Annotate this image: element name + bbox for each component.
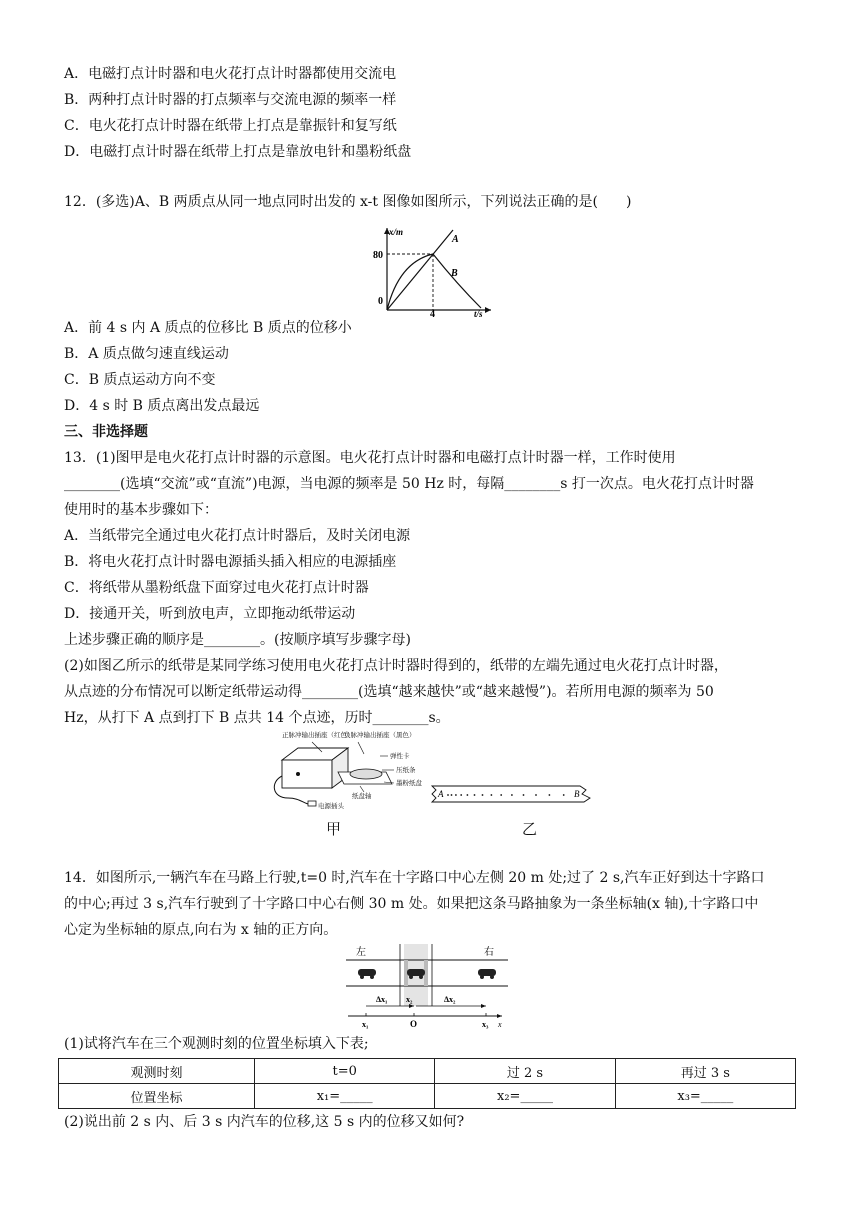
tape-dot	[447, 794, 449, 796]
label-x1: x₁	[362, 1020, 369, 1029]
q14-line2: 的中心;再过 3 s,汽车行驶到了十字路口中心右侧 30 m 处。如果把这条马路抽象为一条坐标轴(x 轴),十字路口中	[64, 896, 759, 912]
tape-dot	[474, 794, 476, 796]
q13-p2-line1: (2)如图乙所示的纸带是某同学练习使用电火花打点计时器时得到的，纸带的左端先通过电火花打点计时器，	[64, 658, 728, 674]
label-dx2: Δx₂	[444, 995, 456, 1004]
origin-label: 0	[378, 296, 383, 307]
label-x2: x₂	[406, 995, 413, 1004]
tape-dot	[535, 794, 537, 796]
q12-option-c: C．B 质点运动方向不变	[64, 372, 216, 388]
label-plug: 电源插头	[318, 802, 344, 810]
figure-caption-jia: 甲	[326, 820, 342, 838]
section-heading: 三、非选择题	[64, 424, 148, 440]
table-cell: 位置坐标	[59, 1084, 255, 1109]
label-right: 右	[484, 947, 494, 958]
tape-point-a: A	[438, 789, 444, 799]
table-row	[59, 1059, 796, 1084]
label-neg-socket: 负脉冲输出插座（黑色）	[344, 731, 416, 739]
q13-step-d: D．接通开关，听到放电声，立即拖动纸带运动	[64, 606, 356, 622]
table-cell: 过 2 s	[435, 1059, 615, 1084]
q14-part2: (2)说出前 2 s 内、后 3 s 内汽车的位移,这 5 s 内的位移又如何?	[64, 1114, 465, 1130]
table-cell: 观测时刻	[59, 1059, 255, 1084]
q11-option-c: C．电火花打点计时器在纸带上打点是靠振针和复写纸	[64, 118, 397, 134]
tape-dot	[511, 794, 513, 796]
tape-dot	[491, 794, 493, 796]
q11-option-b: B．两种打点计时器的打点频率与交流电源的频率一样	[64, 92, 397, 108]
label-axle: 纸盘轴	[352, 792, 372, 800]
line-a	[387, 230, 453, 310]
q13-p1-line3: 使用时的基本步骤如下：	[64, 502, 218, 518]
label-dx1: Δx₁	[376, 995, 388, 1004]
label-origin: O	[410, 1019, 418, 1029]
q11-option-a: A．电磁打点计时器和电火花打点计时器都使用交流电	[64, 66, 397, 82]
q12-xt-graph	[365, 224, 495, 318]
q14-part1: (1)试将汽车在三个观测时刻的位置坐标填入下表;	[64, 1036, 369, 1052]
q13-p2-line3: Hz，从打下 A 点到打下 B 点共 14 个点迹，历时________s。	[64, 710, 450, 726]
car-at-x1	[358, 969, 376, 979]
observation-table	[58, 1058, 796, 1109]
q13-step-b: B．将电火花打点计时器电源插头插入相应的电源插座	[64, 554, 397, 570]
tape-point-b: B	[574, 789, 580, 799]
tape-dot	[467, 794, 469, 796]
label-a: A	[452, 234, 459, 245]
table-cell: x₃=_____	[615, 1084, 795, 1109]
y-tick-80: 80	[373, 250, 383, 261]
tape-dot	[460, 794, 462, 796]
spark-timer-figure	[268, 728, 428, 818]
intersection-diagram	[340, 940, 514, 1032]
tape-dot	[482, 794, 484, 796]
label-left: 左	[356, 947, 366, 958]
label-disk: 墨粉纸盘	[396, 779, 422, 787]
tape-dot	[523, 794, 525, 796]
tape-dot	[455, 794, 457, 796]
q13-p1-line1: 13．(1)图甲是电火花打点计时器的示意图。电火花打点计时器和电磁打点计时器一样，工作时使用	[64, 450, 676, 466]
car-at-x3	[478, 969, 496, 979]
tape-dot	[549, 794, 551, 796]
table-cell: t=0	[255, 1059, 435, 1084]
q12-option-d: D．4 s 时 B 质点离出发点最远	[64, 398, 260, 414]
tape-dot	[500, 794, 502, 796]
tape-dot	[451, 794, 453, 796]
tape-dot	[563, 794, 565, 796]
q14-line3: 心定为坐标轴的原点,向右为 x 轴的正方向。	[64, 922, 338, 938]
label-x-axis: x	[498, 1020, 502, 1029]
table-row	[59, 1084, 796, 1109]
q13-order: 上述步骤正确的顺序是________。(按顺序填写步骤字母)	[64, 632, 411, 648]
paper-tape-figure	[430, 782, 596, 806]
tape-outline	[432, 786, 590, 802]
label-press: 压纸条	[396, 766, 416, 774]
label-spring: 弹性卡	[390, 752, 410, 760]
q13-step-a: A．当纸带完全通过电火花打点计时器后，及时关闭电源	[64, 528, 411, 544]
t-axis-arrow	[485, 307, 491, 313]
figure-caption-yi: 乙	[522, 820, 538, 838]
q13-p1-line2: ________(选填“交流”或“直流”)电源，当电源的频率是 50 Hz 时，每隔________s 打一次点。电火花打点计时器	[64, 476, 754, 492]
ink-disk	[350, 769, 382, 779]
x-tick-4: 4	[430, 309, 435, 318]
table-cell: 再过 3 s	[615, 1059, 795, 1084]
curve-b	[387, 254, 481, 310]
table-cell: x₁=_____	[255, 1084, 435, 1109]
label-b: B	[451, 268, 458, 279]
label-pos-socket: 正脉冲输出插座（红色）	[282, 731, 354, 739]
q11-option-d: D．电磁打点计时器在纸带上打点是靠放电针和墨粉纸盘	[64, 144, 412, 160]
table-cell: x₂=_____	[435, 1084, 615, 1109]
label-x3: x₃	[482, 1020, 489, 1029]
q12-option-b: B．A 质点做匀速直线运动	[64, 346, 229, 362]
q12-option-a: A．前 4 s 内 A 质点的位移比 B 质点的位移小	[64, 320, 352, 336]
q13-p2-line2: 从点迹的分布情况可以断定纸带运动得________(选填“越来越快”或“越来越慢”)。若所用电源的频率为 50	[64, 684, 714, 700]
q14-line1: 14．如图所示,一辆汽车在马路上行驶,t=0 时,汽车在十字路口中心左侧 20 m 处;过了 2 s,汽车正好到达十字路口	[64, 870, 765, 886]
q12-stem: 12．(多选)A、B 两质点从同一地点同时出发的 x-t 图像如图所示，下列说法正确的是( )	[64, 194, 632, 210]
q13-step-c: C．将纸带从墨粉纸盘下面穿过电火花打点计时器	[64, 580, 369, 596]
y-axis-label: x/m	[389, 227, 404, 237]
t-axis-label: t/s	[474, 309, 483, 318]
timer-body	[282, 760, 332, 788]
